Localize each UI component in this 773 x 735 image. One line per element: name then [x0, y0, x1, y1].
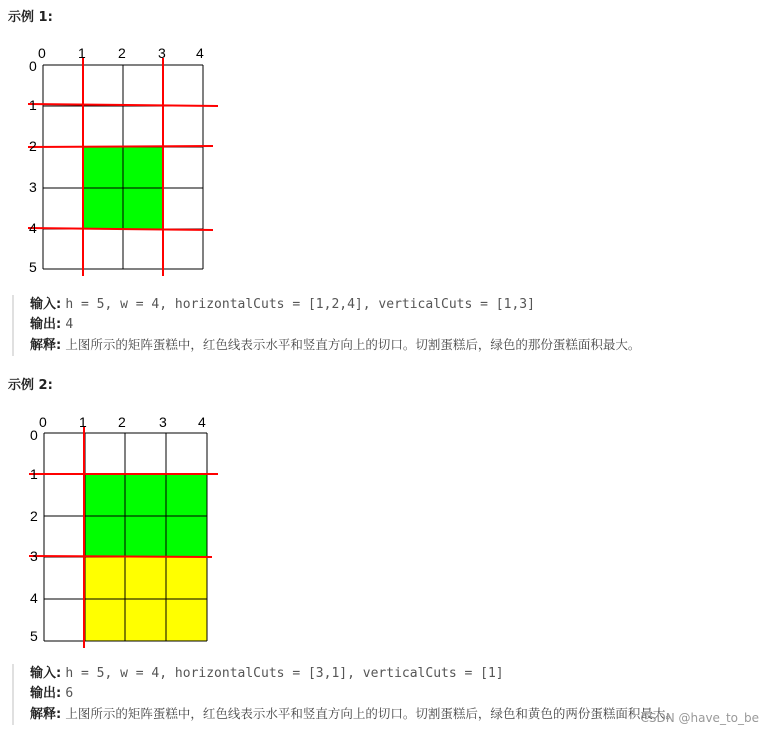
explain-value: 上图所示的矩阵蛋糕中，红色线表示水平和竖直方向上的切口。切割蛋糕后，绿色的那份蛋糕面积最大。	[65, 337, 641, 352]
x-label-4: 4	[196, 45, 204, 61]
watermark: CSDN @have_to_be	[640, 711, 759, 725]
horizontal-cut-2	[28, 146, 213, 147]
output-label: 输出:	[30, 317, 62, 332]
grid-lines	[43, 65, 203, 269]
output-value: 4	[65, 317, 74, 332]
input-label: 输入:	[30, 297, 62, 312]
y-label-2: 2	[30, 508, 38, 524]
x-label-1: 1	[79, 414, 87, 430]
x-label-0: 0	[38, 45, 46, 61]
x-label-3: 3	[159, 414, 167, 430]
input-label: 输入:	[30, 666, 62, 681]
y-label-5: 5	[30, 628, 38, 644]
input-value: h = 5, w = 4, horizontalCuts = [1,2,4], verticalCuts = [1,3]	[65, 297, 535, 312]
y-label-4: 4	[30, 590, 38, 606]
input-value: h = 5, w = 4, horizontalCuts = [3,1], verticalCuts = [1]	[65, 666, 504, 681]
y-label-4: 4	[29, 220, 37, 236]
x-label-4: 4	[198, 414, 206, 430]
output-value: 6	[65, 686, 74, 701]
explain-label: 解释:	[30, 338, 62, 353]
example-2-diagram	[0, 408, 240, 648]
y-label-2: 2	[29, 138, 37, 154]
y-label-0: 0	[29, 58, 37, 74]
x-label-2: 2	[118, 414, 126, 430]
x-label-1: 1	[78, 45, 86, 61]
example-1-title: 示例 1:	[8, 10, 53, 25]
y-label-3: 3	[29, 179, 37, 195]
output-label: 输出:	[30, 686, 62, 701]
x-label-2: 2	[118, 45, 126, 61]
x-label-3: 3	[158, 45, 166, 61]
y-label-1: 1	[30, 466, 38, 482]
x-label-0: 0	[39, 414, 47, 430]
example-1-diagram	[0, 40, 240, 280]
y-label-1: 1	[29, 97, 37, 113]
y-label-3: 3	[30, 548, 38, 564]
y-label-5: 5	[29, 259, 37, 275]
horizontal-cut-4	[28, 228, 213, 230]
explain-value: 上图所示的矩阵蛋糕中，红色线表示水平和竖直方向上的切口。切割蛋糕后，绿色和黄色的两份蛋糕面积最大。	[65, 706, 678, 721]
horizontal-cut-3	[29, 556, 212, 557]
y-label-0: 0	[30, 427, 38, 443]
explain-label: 解释:	[30, 707, 62, 722]
example-1-text	[12, 295, 770, 356]
example-2-title: 示例 2:	[8, 378, 53, 393]
